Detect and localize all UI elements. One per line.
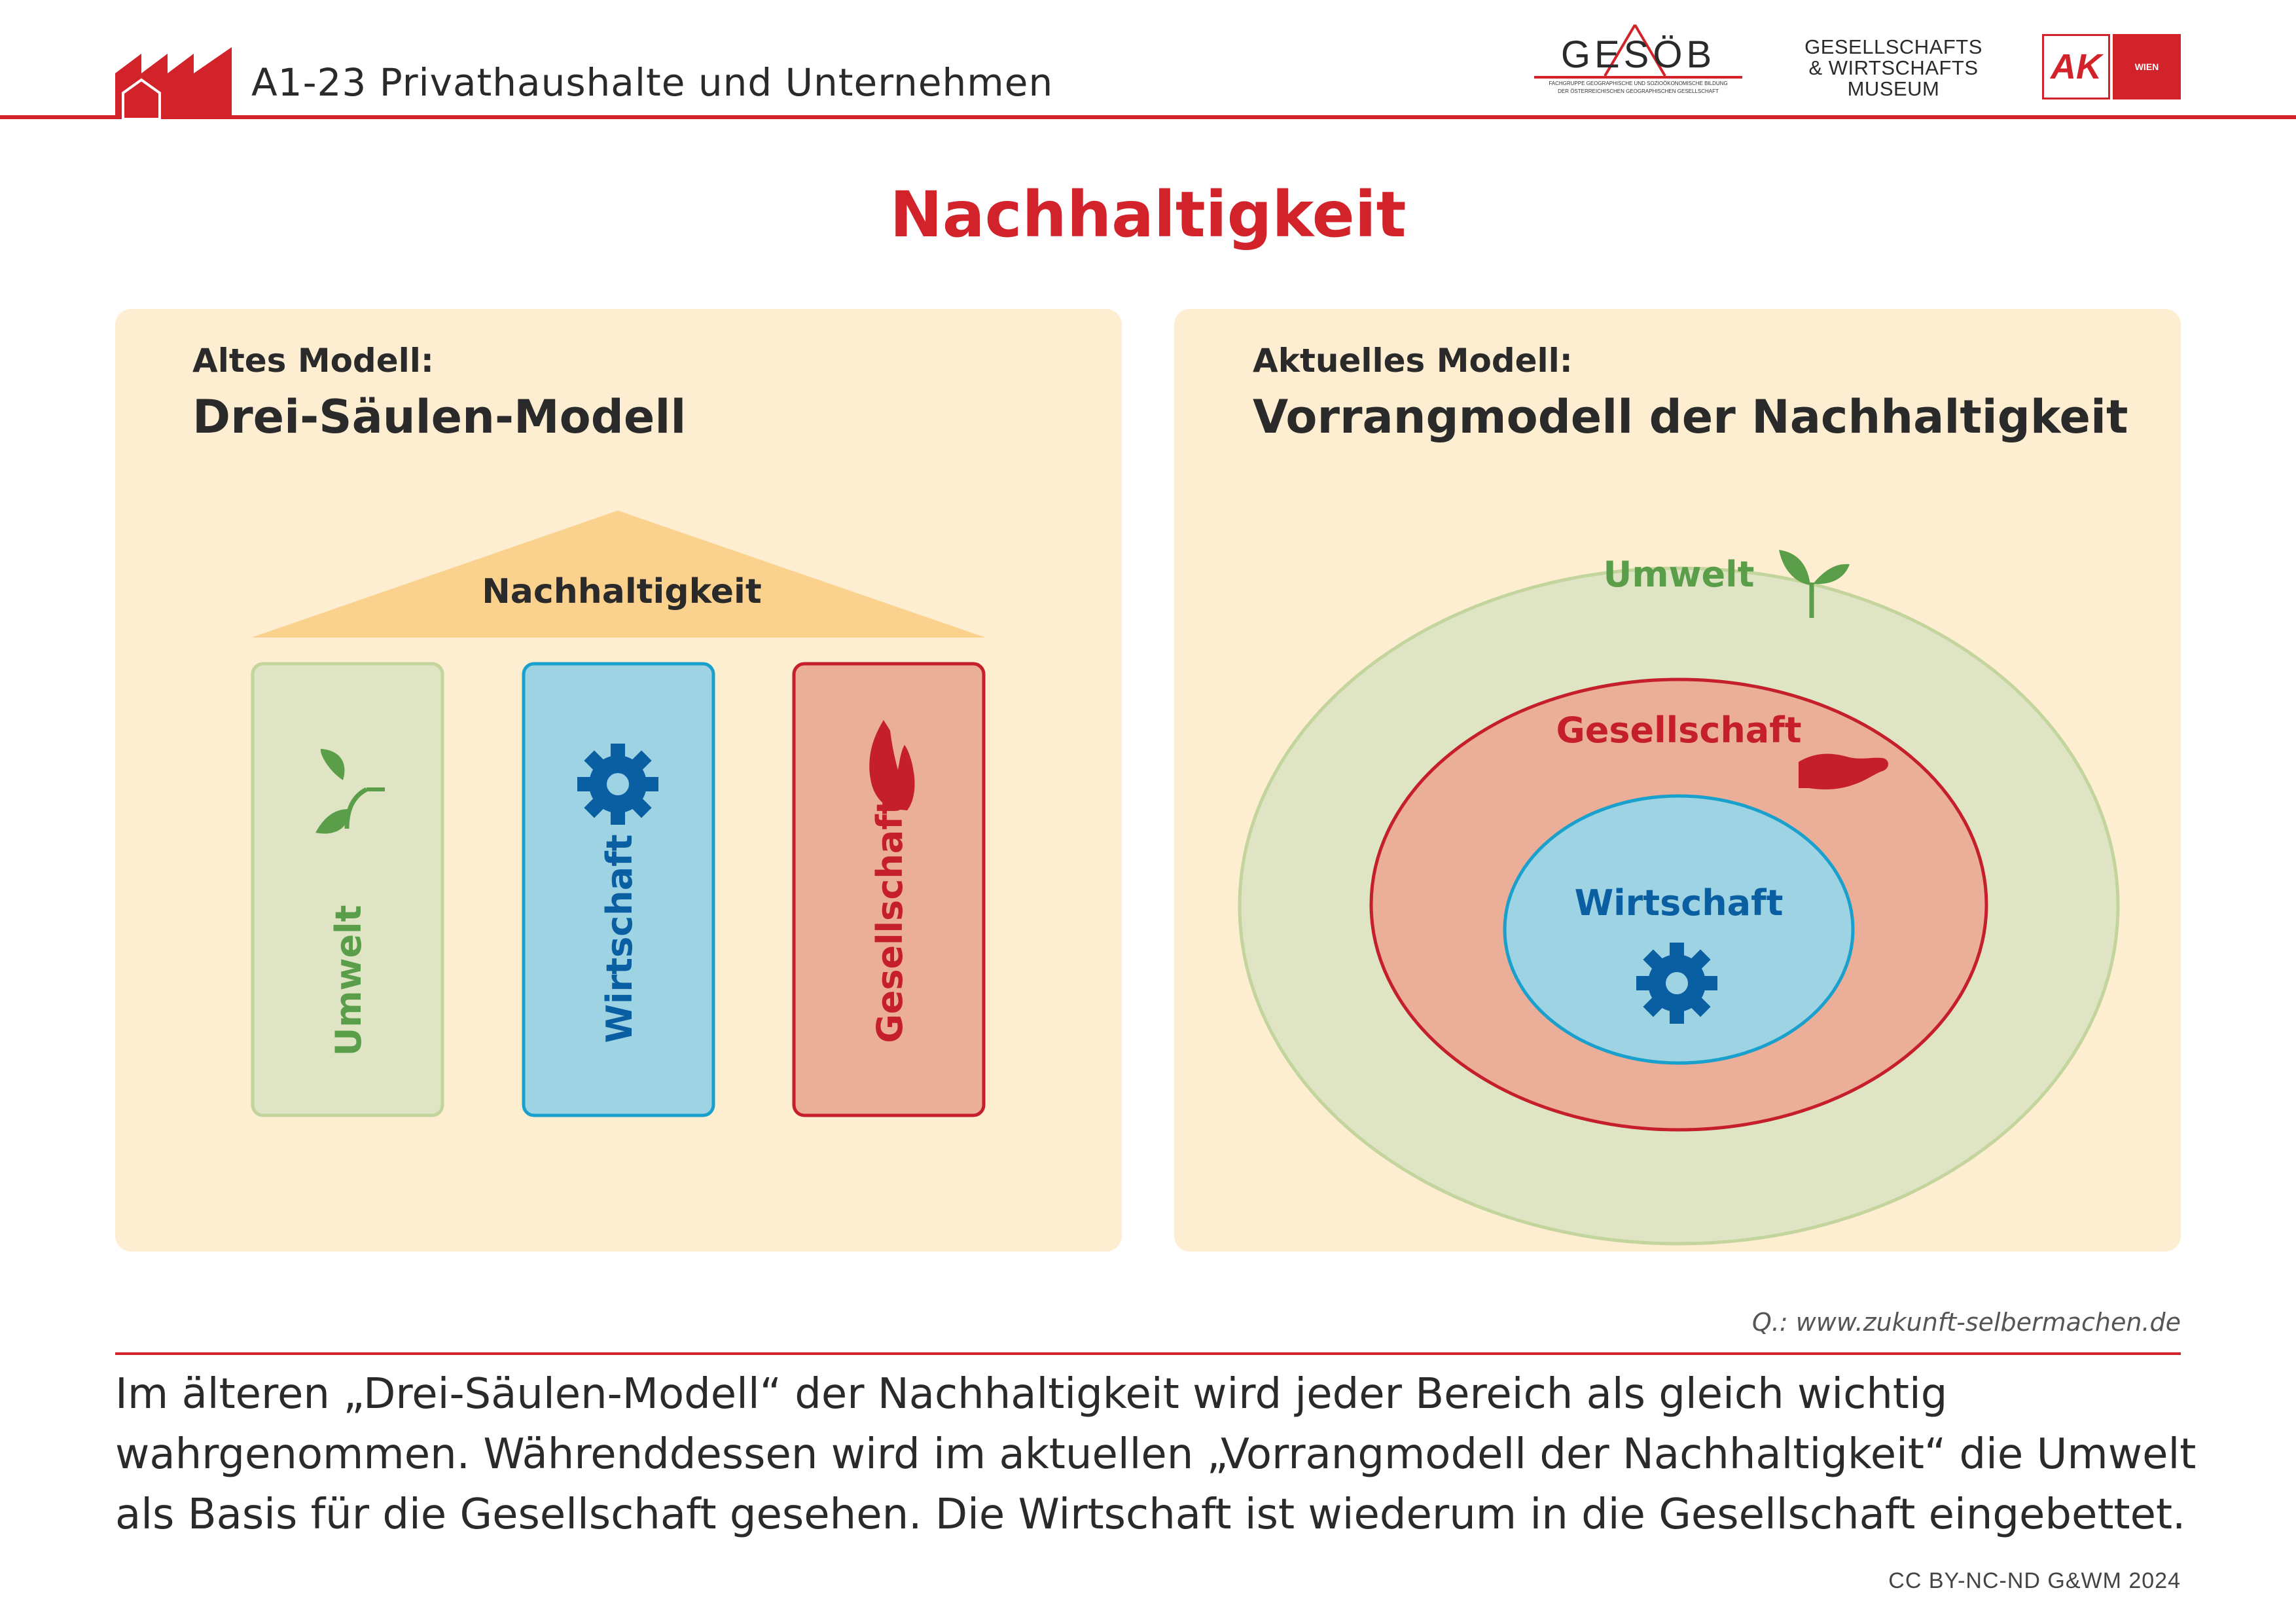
ring-wirtschaft-label: Wirtschaft	[1574, 882, 1784, 924]
museum-logo-line-2: & WIRTSCHAFTS	[1808, 56, 1979, 79]
museum-logo-line-1: GESELLSCHAFTS	[1804, 35, 1982, 58]
pillar-wirtschaft-label: Wirtschaft	[599, 834, 640, 1043]
ak-wien-text: WIEN	[2134, 62, 2159, 72]
license-note: CC BY-NC-ND G&WM 2024	[1888, 1568, 2181, 1593]
current-model-kicker: Aktuelles Modell:	[1253, 342, 1573, 380]
old-model-heading: Drei-Säulen-Modell	[192, 390, 687, 444]
ring-gesellschaft-label: Gesellschaft	[1556, 710, 1802, 751]
gesoeb-tagline-2: DER ÖSTERREICHISCHEN GEOGRAPHISCHEN GESELLSCHAFT	[1558, 88, 1719, 94]
description-line-1: Im älteren „Drei-Säulen-Modell“ der Nachhaltigkeit wird jeder Bereich als gleich wichtig	[115, 1370, 1948, 1418]
current-model-heading: Vorrangmodell der Nachhaltigkeit	[1253, 390, 2128, 444]
gesoeb-tagline-1: FACHGRUPPE GEOGRAPHISCHE UND SOZIOÖKONOMISCHE BILDUNG	[1549, 81, 1728, 86]
source-note: Q.: www.zukunft-selbermachen.de	[1751, 1308, 2181, 1337]
page-title: Nachhaltigkeit	[889, 178, 1407, 251]
old-model-kicker: Altes Modell:	[192, 342, 434, 380]
description-line-2: wahrgenommen. Währenddessen wird im aktuellen „Vorrangmodell der Nachhaltigkeit“ die Umwelt	[115, 1430, 2197, 1479]
museum-logo-line-3: MUSEUM	[1847, 77, 1940, 100]
gear-icon	[1636, 943, 1717, 1024]
gesoeb-name: GESÖB	[1560, 33, 1716, 76]
description-text	[115, 1364, 2210, 1545]
pillar-umwelt-label: Umwelt	[328, 905, 369, 1056]
footer-divider	[115, 1352, 2181, 1355]
ring-umwelt-label: Umwelt	[1603, 554, 1755, 595]
ak-logo-text: AK	[2051, 47, 2102, 86]
roof-label: Nachhaltigkeit	[482, 572, 762, 611]
pillar-gesellschaft-label: Gesellschaft	[869, 797, 910, 1043]
description-line-3: als Basis für die Gesellschaft gesehen. Die Wirtschaft ist wiederum in die Gesellschaft eingebettet.	[115, 1490, 2186, 1539]
header-title: A1-23 Privathaushalte und Unternehmen	[251, 60, 1054, 105]
